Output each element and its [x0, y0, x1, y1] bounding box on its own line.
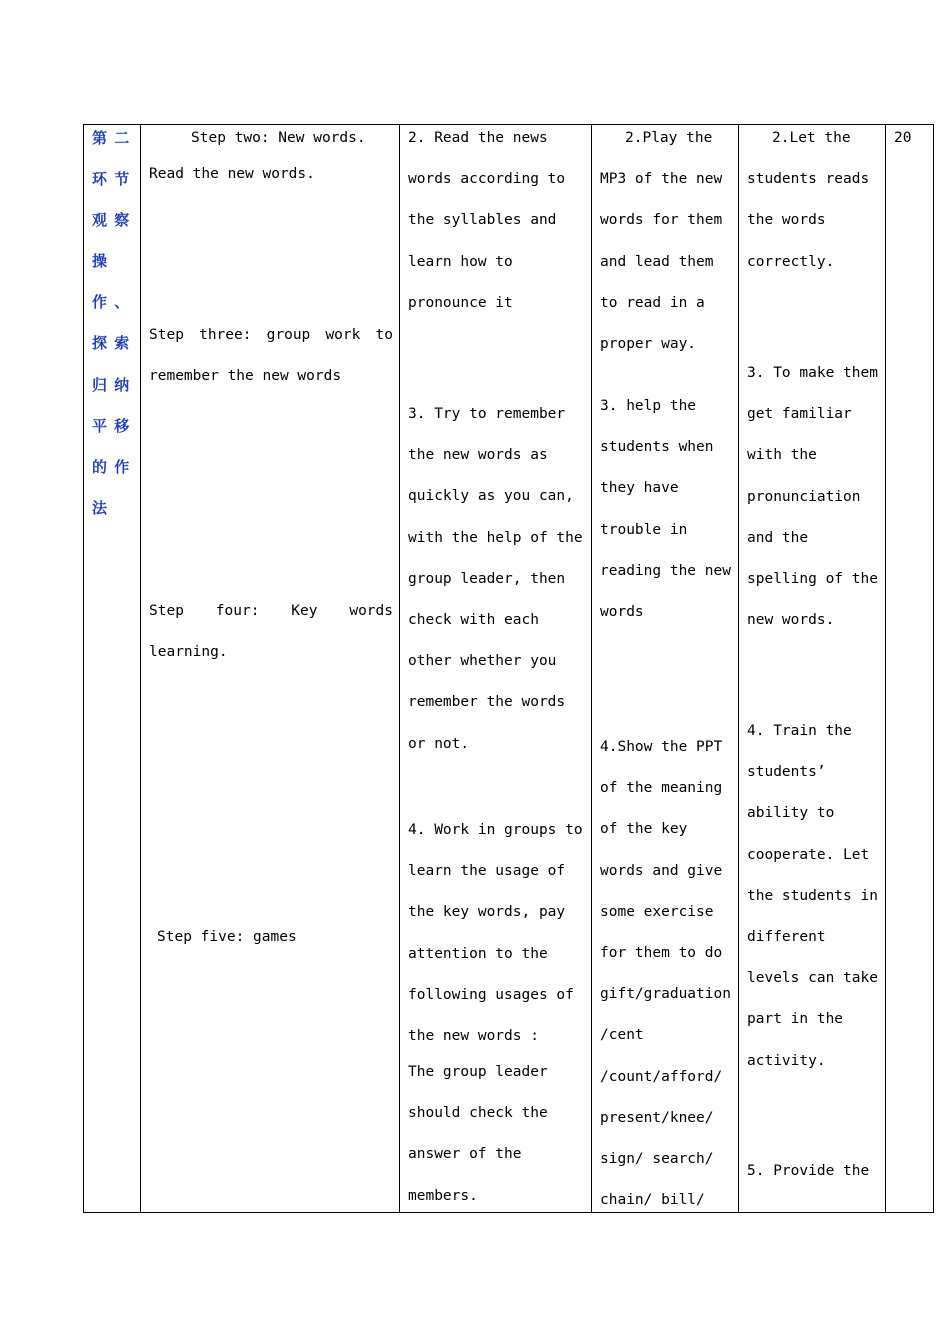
section-label-line: 归 纳: [92, 376, 131, 394]
text-line: other whether you: [408, 653, 557, 670]
text-line: get familiar: [747, 406, 852, 423]
text-line: spelling of the: [747, 571, 878, 588]
activity-item-4: [408, 810, 591, 1057]
text-line: MP3 of the new: [600, 171, 723, 188]
step-three-text: remember the new words: [149, 368, 342, 384]
text-line: activity.: [747, 1052, 826, 1069]
text-line: correctly.: [747, 253, 835, 270]
text-line: answer of the: [408, 1146, 522, 1163]
text-line: of the meaning: [600, 780, 723, 797]
activity-item-2: [408, 125, 591, 324]
text-line: the words: [747, 212, 826, 229]
text-line: for them to do: [600, 945, 723, 962]
steps-cell: [141, 125, 399, 1212]
section-label-line: 观 察: [92, 211, 131, 229]
section-label-line: 作 、: [92, 293, 131, 311]
text-line: with the: [747, 447, 817, 464]
section-label-line: 法: [92, 499, 109, 517]
text-line: learn how to: [408, 253, 513, 270]
text-line: ability to: [747, 805, 835, 822]
purpose-item-4: [747, 711, 885, 1082]
text-line: some exercise: [600, 903, 714, 920]
text-line: to read in a: [600, 294, 705, 311]
text-line: words and give: [600, 862, 723, 879]
time-cell: [886, 125, 935, 1212]
teacher-item-4: [600, 727, 738, 1212]
text-line: cooperate. Let: [747, 846, 870, 863]
purpose-item-2: [747, 125, 885, 283]
text-line: students’: [747, 764, 826, 781]
step-three-title: Step three: group work to: [149, 327, 393, 343]
text-line: 2.Play the: [625, 130, 713, 146]
section-label-cell: [84, 125, 140, 1212]
text-line: levels can take: [747, 970, 878, 987]
text-line: words: [600, 604, 644, 621]
text-line: proper way.: [600, 336, 697, 353]
text-line: trouble in: [600, 521, 688, 538]
text-line: with the help of the: [408, 529, 583, 546]
text-line: 3. help the: [600, 398, 697, 414]
text-line: present/knee/: [600, 1109, 714, 1126]
text-line: 4. Train the: [747, 723, 852, 739]
text-line: chain/ bill/: [600, 1192, 705, 1209]
text-line: pronunciation: [747, 488, 861, 505]
lesson-plan-table: [83, 124, 934, 1213]
section-label-line: 的 作: [92, 458, 131, 476]
teacher-item-3: [600, 386, 738, 633]
text-line: the students in: [747, 887, 878, 904]
text-line: following usages of: [408, 986, 574, 1003]
text-line: or not.: [408, 735, 470, 752]
text-line: pronounce it: [408, 294, 513, 311]
text-line: the syllables and: [408, 212, 557, 229]
text-line: 4. Work in groups to: [408, 822, 583, 838]
step-two-text: Read the new words.: [149, 166, 315, 182]
text-line: words according to: [408, 171, 566, 188]
text-line: 2.Let the: [772, 130, 851, 146]
text-line: learn the usage of: [408, 863, 566, 880]
text-line: should check the: [408, 1105, 548, 1122]
text-line: different: [747, 929, 826, 946]
section-label-line: 探 索: [92, 334, 131, 352]
text-line: the new words :: [408, 1028, 539, 1045]
text-line: gift/graduation: [600, 986, 731, 1003]
text-line: members.: [408, 1187, 478, 1204]
section-label-line: 环 节: [92, 170, 131, 188]
step-four-title: Step four: Key words: [149, 603, 393, 619]
text-line: students when: [600, 439, 714, 456]
text-line: attention to the: [408, 945, 548, 962]
time-minutes: 20: [894, 130, 912, 146]
text-line: remember the words: [408, 694, 566, 711]
text-line: 4.Show the PPT: [600, 739, 723, 755]
text-line: and lead them: [600, 253, 714, 270]
text-line: reading the new: [600, 562, 731, 579]
purpose-item-3: [747, 353, 885, 641]
activity-item-3: [408, 394, 591, 765]
text-line: The group leader: [408, 1064, 548, 1080]
text-line: of the key: [600, 821, 688, 838]
step-four-text: learning.: [149, 644, 228, 660]
text-line: sign/ search/: [600, 1151, 714, 1168]
text-line: group leader, then: [408, 570, 566, 587]
student-activity-cell: [400, 125, 591, 1212]
teacher-activity-cell: [592, 125, 738, 1212]
text-line: 3. Try to remember: [408, 406, 566, 422]
step-five-title: Step five: games: [157, 929, 297, 945]
section-label-line: 平 移: [92, 417, 131, 435]
text-line: 5. Provide the: [747, 1163, 870, 1179]
text-line: the new words as: [408, 447, 548, 464]
purpose-item-5: [747, 1151, 885, 1192]
text-line: new words.: [747, 612, 835, 629]
text-line: and the: [747, 529, 809, 546]
text-line: /cent: [600, 1027, 644, 1044]
text-line: quickly as you can,: [408, 488, 574, 505]
text-line: words for them: [600, 212, 723, 229]
activity-item-4b: [408, 1052, 591, 1212]
section-label-line: 操: [92, 252, 109, 270]
text-line: 3. To make them: [747, 365, 878, 381]
text-line: check with each: [408, 612, 539, 629]
text-line: the key words, pay: [408, 904, 566, 921]
text-line: students reads: [747, 171, 870, 188]
step-two-title: Step two: New words.: [191, 130, 366, 146]
purpose-cell: [739, 125, 885, 1212]
text-line: 2. Read the news: [408, 130, 548, 146]
text-line: part in the: [747, 1011, 844, 1028]
section-label-line: 第 二: [92, 129, 131, 147]
teacher-item-2: [600, 125, 738, 365]
text-line: they have: [600, 480, 679, 497]
text-line: /count/afford/: [600, 1068, 723, 1085]
